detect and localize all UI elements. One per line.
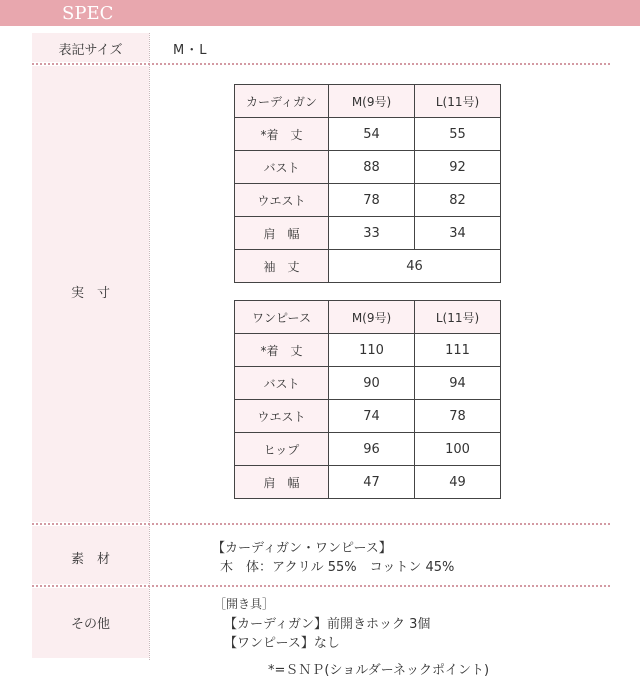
l-value: 78 (415, 400, 501, 433)
table-row (235, 433, 501, 466)
measure-label: 実 寸 (70, 286, 110, 301)
table-row (235, 400, 501, 433)
m-value: 78 (329, 184, 415, 217)
table-header-cell: M(9号) (329, 85, 415, 118)
m-value: 90 (329, 367, 415, 400)
table-row (235, 151, 501, 184)
m-value: 47 (329, 466, 415, 499)
table-header-cell: カーディガン (235, 85, 329, 118)
row-label: 肩 幅 (235, 466, 329, 499)
row-label: *着 丈 (235, 118, 329, 151)
m-value: 54 (329, 118, 415, 151)
m-value: 88 (329, 151, 415, 184)
material-line-1: 【カーディガン・ワンピース】 (212, 541, 392, 556)
m-value: 110 (329, 334, 415, 367)
material-line-2: 木 体：アクリル 55% コットン 45% (220, 560, 455, 575)
row-label: ウエスト (235, 400, 329, 433)
cardigan-size-table (234, 84, 501, 283)
l-value: 82 (415, 184, 501, 217)
table-header-row (235, 85, 501, 118)
row-separator (32, 63, 610, 65)
table-header-cell: L(11号) (415, 301, 501, 334)
material-label: 素 材 (70, 552, 110, 567)
l-value: 111 (415, 334, 501, 367)
table-header-row (235, 301, 501, 334)
table-header-cell: ワンピース (235, 301, 329, 334)
row-separator (32, 523, 610, 525)
l-value: 92 (415, 151, 501, 184)
size-value: M・L (173, 43, 208, 58)
row-label: バスト (235, 367, 329, 400)
table-header-cell: M(9号) (329, 301, 415, 334)
row-label: 肩 幅 (235, 217, 329, 250)
table-row (235, 367, 501, 400)
row-label: 袖 丈 (235, 250, 329, 283)
m-value: 33 (329, 217, 415, 250)
other-line-1: ［開き具］ (214, 597, 275, 611)
l-value: 49 (415, 466, 501, 499)
other-line-3: 【ワンピース】なし (224, 636, 340, 651)
row-label: バスト (235, 151, 329, 184)
table-row (235, 217, 501, 250)
table-row (235, 466, 501, 499)
onepiece-size-table (234, 300, 501, 499)
l-value: 100 (415, 433, 501, 466)
row-label: ヒップ (235, 433, 329, 466)
m-value: 74 (329, 400, 415, 433)
table-row (235, 250, 501, 283)
column-divider (149, 33, 150, 660)
l-value: 34 (415, 217, 501, 250)
l-value: 94 (415, 367, 501, 400)
other-label: その他 (70, 617, 110, 632)
table-row (235, 118, 501, 151)
row-label: *着 丈 (235, 334, 329, 367)
table-row (235, 184, 501, 217)
table-header-cell: L(11号) (415, 85, 501, 118)
spec-title: SPEC (62, 3, 114, 24)
table-row (235, 334, 501, 367)
size-label: 表記サイズ (58, 43, 123, 58)
sleeve-value: 46 (329, 250, 501, 283)
row-separator (32, 585, 610, 587)
m-value: 96 (329, 433, 415, 466)
other-line-2: 【カーディガン】前開きホック 3個 (224, 617, 431, 632)
row-label: ウエスト (235, 184, 329, 217)
l-value: 55 (415, 118, 501, 151)
snp-note: *=ＳＮＰ(ショルダーネックポイント) (268, 663, 490, 678)
